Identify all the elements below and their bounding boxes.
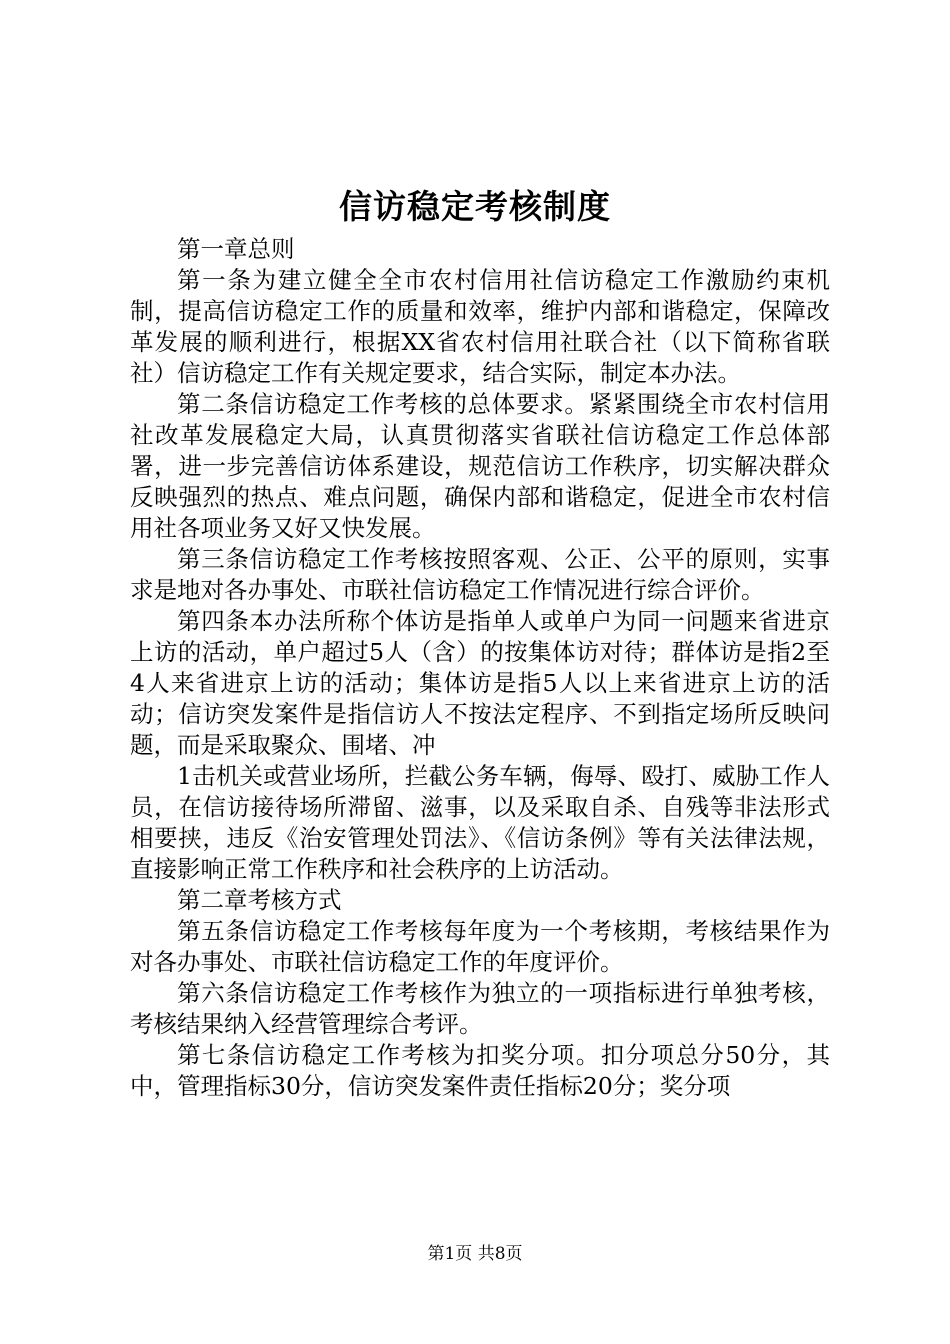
article-paragraph: 第六条信访稳定工作考核作为独立的一项指标进行单独考核，考核结果纳入经营管理综合考评。 — [130, 979, 830, 1038]
article-paragraph: 第一条为建立健全全市农村信用社信访稳定工作激励约束机制，提高信访稳定工作的质量和效率，维护内部和谐稳定，保障改革发展的顺利进行，根据XX省农村信用社联合社（以下简称省联社）信访稳定工作有关规定要求，结合实际，制定本办法。 — [130, 266, 830, 387]
chapter-heading: 第一章总则 — [177, 235, 295, 263]
chapter-heading: 第二章考核方式 — [177, 886, 342, 914]
document-title: 信访稳定考核制度 — [339, 187, 611, 226]
article-paragraph: 第二条信访稳定工作考核的总体要求。紧紧围绕全市农村信用社改革发展稳定大局，认真贯彻落实省联社信访稳定工作总体部署，进一步完善信访体系建设，规范信访工作秩序，切实解决群众反映强烈的热点、难点问题，确保内部和谐稳定，促进全市农村信用社各项业务又好又快发展。 — [130, 390, 830, 542]
page-number: 第1页 共8页 — [427, 1244, 523, 1264]
document-body — [130, 234, 830, 1102]
article-paragraph: 第五条信访稳定工作考核每年度为一个考核期，考核结果作为对各办事处、市联社信访稳定工作的年度评价。 — [130, 917, 830, 976]
article-paragraph: 1击机关或营业场所，拦截公务车辆，侮辱、殴打、威胁工作人员，在信访接待场所滞留、滋事，以及采取自杀、自残等非法形式相要挟，违反《治安管理处罚法》、《信访条例》等有关法律法规，直接影响正常工作秩序和社会秩序的上访活动。 — [130, 762, 830, 883]
article-paragraph: 第三条信访稳定工作考核按照客观、公正、公平的原则，实事求是地对各办事处、市联社信访稳定工作情况进行综合评价。 — [130, 545, 830, 604]
article-paragraph: 第七条信访稳定工作考核为扣奖分项。扣分项总分50分，其中，管理指标30分，信访突发案件责任指标20分；奖分项 — [130, 1041, 830, 1100]
article-paragraph: 第四条本办法所称个体访是指单人或单户为同一问题来省进京上访的活动，单户超过5人（含）的按集体访对待；群体访是指2至4人来省进京上访的活动；集体访是指5人以上来省进京上访的活动；信访突发案件是指信访人不按法定程序、不到指定场所反映问题，而是采取聚众、围堵、冲 — [130, 607, 830, 759]
